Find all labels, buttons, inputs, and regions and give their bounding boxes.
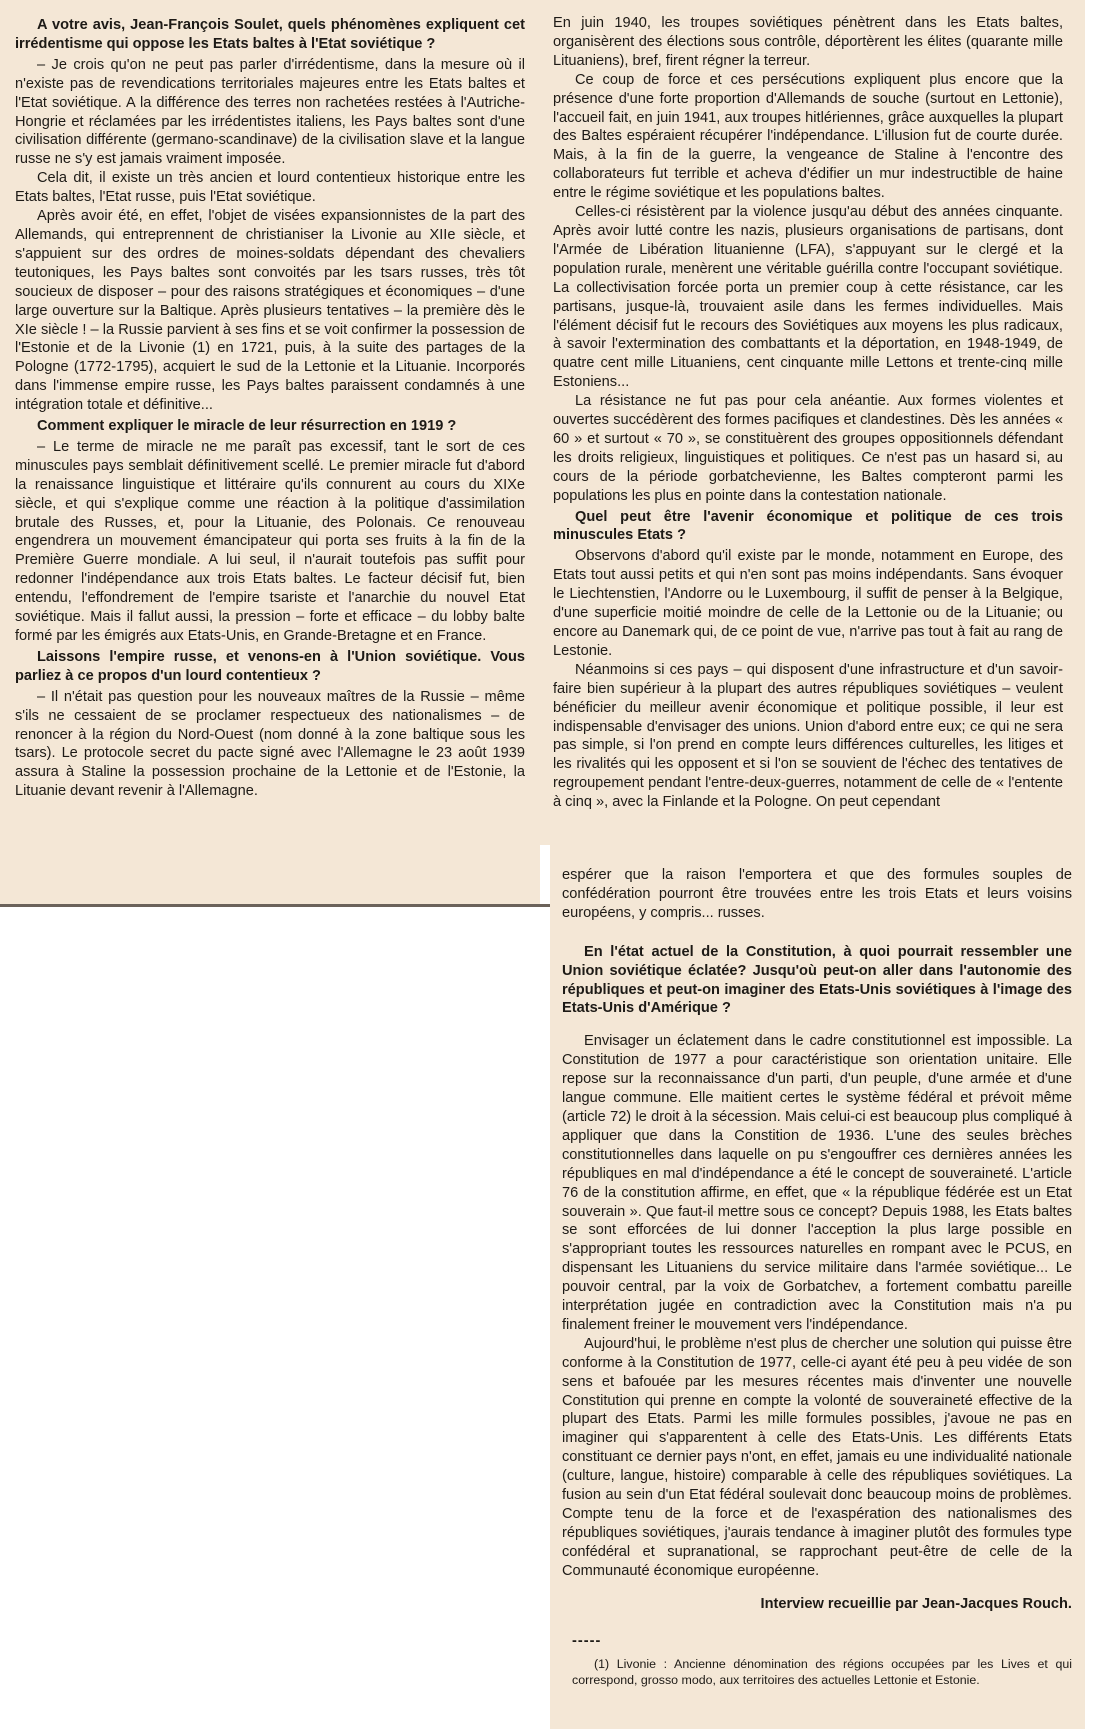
interview-paragraph: Observons d'abord qu'il existe par le monde, notamment en Europe, des Etats tout aussi petits et qui n'en sont pas moins indépendants. Sans évoquer le Liechtenstien, l'Andorre ou le Luxembourg, il suffit de penser à la Belgique, d'une superficie moitié moindre de celle de la Lettonie ou de la Lituanie; ou encore au Danemark qui, de ce point de vue, n'arrive pas tout à fait au rang de Lestonie.: [553, 548, 1063, 659]
interview-paragraph: Cela dit, il existe un très ancien et lourd contentieux historique entre les Etats baltes, l'Etat russe, puis l'Etat soviétique.: [15, 170, 525, 206]
continuation-text: [562, 866, 1072, 1581]
footnote-rule: -----: [572, 1632, 602, 1649]
signature: Interview recueillie par Jean-Jacques Rouch.: [760, 1595, 1072, 1612]
interview-paragraph: Celles-ci résistèrent par la violence jusqu'au début des années cinquante. Après avoir lutté contre les nazis, plusieurs organisations de partisans, dont l'Armée de Libération lituanienne (LFA), s'appuyant sur le clergé et la population rurale, menèrent une véritable guérilla contre l'occupant soviétique. La collectivisation forcée porta un premier coup à cette résistance, car les partisans, jusque-là, trouvaient asile dans les fermes individuelles. Mais l'élément décisif fut le recours des Soviétiques aux moyens les plus radicaux, à savoir l'extermination des combattants et la déportation, en 1948-1949, de quatre cent mille Lituaniens, cent cinquante mille Lettons et trente-cinq mille Estoniens...: [553, 204, 1063, 391]
interview-paragraph: Néanmoins si ces pays – qui disposent d'une infrastructure et d'un savoir-faire bien supérieur à la plupart des autres républiques soviétiques – veulent bénéficier du meilleur avenir économique et politique possible, il leur est indispensable d'envisager des unions. Union d'abord entre eux; ce qui ne sera pas simple, si l'on prend en compte leurs différences culturelles, les litiges et les rivalités qui les opposent et si l'on se souvient de l'échec des tentatives de regroupement pendant l'entre-deux-guerres, notamment de celle de « l'entente à cinq », avec la Finlande et la Pologne. On peut cependant: [553, 661, 1063, 811]
interview-paragraph: En juin 1940, les troupes soviétiques pénètrent dans les Etats baltes, organisèrent des élections sous contrôle, déportèrent les élites (quarante mille Lituaniens), bref, firent régner la terreur.: [553, 15, 1063, 69]
interview-question: Comment expliquer le miracle de leur résurrection en 1919 ?: [37, 418, 457, 435]
interview-paragraph: La résistance ne fut pas pour cela anéantie. Aux formes violentes et ouvertes succédèrent des formes pacifiques et clandestines. Dès les années « 60 » et surtout « 70 », se constituèrent des groupes oppositionnels défendant les droits religieux, linguistiques et politiques. Ce n'est pas un hasard si, au cours de la période gorbatchevienne, les Baltes compteront parmi les populations les plus en pointe dans la contestation nationale.: [553, 393, 1063, 504]
interview-question: Laissons l'empire russe, et venons-en à l'Union soviétique. Vous parliez à ce propos d'un lourd contentieux ?: [15, 648, 525, 684]
interview-paragraph: Après avoir été, en effet, l'objet de visées expansionnistes de la part des Allemands, qui entreprennent de christianiser la Livonie au XIIe siècle, et s'appuient sur des ordres de moines-soldats dépendant des chevaliers teutoniques, les Pays baltes sont convoités par les tsars russes, très tôt soucieux de disposer – pour des raisons stratégiques et économiques – d'une large ouverture sur la Baltique. Après plusieurs tentatives – la première dès le XIe siècle ! – la Russie parvient à ses fins et se voit confirmer la possession de l'Estonie et de la Livonie (1) en 1721, puis, à la suite des partages de la Pologne (1772-1795), acquiert le sud de la Lettonie et la Lituanie. Incorporés dans l'immense empire russe, les Pays baltes paraissent condamnés à une intégration totale et définitive...: [15, 208, 525, 414]
continuation-column: [562, 866, 1072, 1688]
interview-paragraph: espérer que la raison l'emportera et que des formules souples de confédération pourront être trouvées entre les trois Etats et leurs voisins européens, y compris... russes.: [562, 867, 1072, 921]
interview-paragraph: – Le terme de miracle ne me paraît pas excessif, tant le sort de ces minuscules pays semblait définitivement scellé. Le premier miracle fut d'abord la renaissance linguistique et littéraire qu'ils connurent au cours du XIXe siècle, et qui s'explique comme une réaction à la politique d'assimilation brutale des Russes, et, pour la Lituanie, des Polonais. Ce renouveau engendrera un mouvement émancipateur qui porta ses fruits à la fin de la Première Guerre mondiale. A lui seul, il n'aurait toutefois pas suffit pour redonner l'indépendance aux trois Etats baltes. Le facteur décisif fut, bien entendu, l'effondrement de l'empire tsariste et l'anarchie du nouvel Etat soviétique. Mais il fallut aussi, la pression – forte et efficace – du lobby balte formé par les émigrés aux Etats-Unis, en Grande-Bretagne et en France.: [15, 438, 525, 644]
interview-question: En l'état actuel de la Constitution, à quoi pourrait ressembler une Union soviétique éclatée? Jusqu'où peut-on aller dans l'autonomie des républiques et peut-on imaginer des Etats-Unis soviétiques à l'image des Etats-Unis d'Amérique ?: [562, 943, 1072, 1017]
interview-question: Quel peut être l'avenir économique et politique de ces trois minuscules Etats ?: [553, 508, 1063, 544]
interview-question: A votre avis, Jean-François Soulet, quels phénomènes expliquent cet irrédentisme qui oppose les Etats baltes à l'Etat soviétique ?: [15, 17, 525, 52]
interview-paragraph: Aujourd'hui, le problème n'est plus de chercher une solution qui puisse être conforme à la Constitution de 1977, celle-ci ayant été peu à peu vidée de son sens et bafouée par les mesures récentes mais d'inventer une nouvelle Constitution qui prenne en compte la volonté de souveraineté effective de la plupart des Etats. Parmi les mille formules possibles, j'avoue ne pas en imaginer qui s'apparentent à celle des Etats-Unis. Les différents Etats constituant ce dernier pays n'ont, en effet, jamais eu une individualité nationale (culture, langue, histoire) comparable à celle des républiques soviétiques. La fusion au sein d'un Etat fédéral soulevait donc beaucoup moins de problèmes. Compte tenu de la force et de l'exaspération des nationalismes des républiques soviétiques, j'aurais tendance à imaginer plutôt des formules type confédéral et supranational, se rapprochant peut-être de celle de la Communauté économique européenne.: [562, 1335, 1072, 1579]
interview-paragraph: Ce coup de force et ces persécutions expliquent plus encore que la présence d'une forte proportion d'Allemands de souche (surtout en Lettonie), l'accueil fait, en juin 1941, aux troupes hitlériennes, grâce auxquelles la plupart des Baltes espéraient récupérer l'indépendance. L'illusion fut de courte durée. Mais, à la fin de la guerre, la vengeance de Staline à l'encontre des collaborateurs fut terrible et acheva d'édifier un mur indestructible de haine entre le régime soviétique et les populations baltes.: [553, 71, 1063, 202]
interview-paragraph: Envisager un éclatement dans le cadre constitutionnel est impossible. La Constitution de 1977 a pour caractéristique son orientation unitaire. Elle repose sur la reconnaissance d'un parti, d'un peuple, d'une armée et d'une langue commune. Elle maitient certes le système fédéral et prévoit même (article 72) le droit à la sécession. Mais celui-ci est beaucoup plus compliqué à appliquer que dans la Constition de 1936. L'une des seules brèches constitutionnelles dans laquelle on pu s'engouffrer ces dernières années les républiques en mal d'indépendance a été le concept de souveraineté. L'article 76 de la constitution affirme, en effet, que « la république fédérée est un Etat souverain ». Que faut-il mettre sous ce concept? Depuis 1988, les Etats baltes se sont efforcées de lui donner l'acception la plus large possible en s'appropriant toutes les ressources naturelles en rompant avec le PCUS, en dispensant les Lituaniens du service militaire dans l'armée soviétique... Le pouvoir central, par la voix de Gorbatchev, a fortement combattu pareille interprétation jugée en contradiction avec la Constitution mais n'a pu finalement freiner le mouvement vers l'indépendance.: [562, 1033, 1072, 1333]
footnote: (1) Livonie : Ancienne dénomination des régions occupées par les Lives et qui correspond, grosso modo, aux territoires des actuelles Lettonie et Estonie.: [572, 1657, 1072, 1688]
left-column-text: [15, 14, 525, 801]
interview-paragraph: – Je crois qu'on ne peut pas parler d'irrédentisme, dans la mesure où il n'existe pas de revendications territoriales majeures entre les Etats baltes et l'Etat soviétique. A la différence des terres non rachetées restées à l'Autriche-Hongrie et réclamées par les irrédentistes italiens, les Pays baltes sont d'une civilisation différente (germano-scandinave) de la civilisation slave et la langue russe ne s'y est jamais vraiment imposée.: [15, 56, 525, 168]
right-column-text: [553, 14, 1063, 812]
clipping-edge-shadow: [0, 904, 550, 907]
interview-paragraph: – Il n'était pas question pour les nouveaux maîtres de la Russie – même s'ils ne cessaient de se proclamer respectueux des nationalismes – de renoncer à la région du Nord-Ouest (nom donné à la zone baltique sous les tsars). Le protocole secret du pacte signé avec l'Allemagne le 23 août 1939 assura à Staline la possession prochaine de la Lettonie et de l'Estonie, la Lituanie devant revenir à l'Allemagne.: [15, 688, 525, 800]
